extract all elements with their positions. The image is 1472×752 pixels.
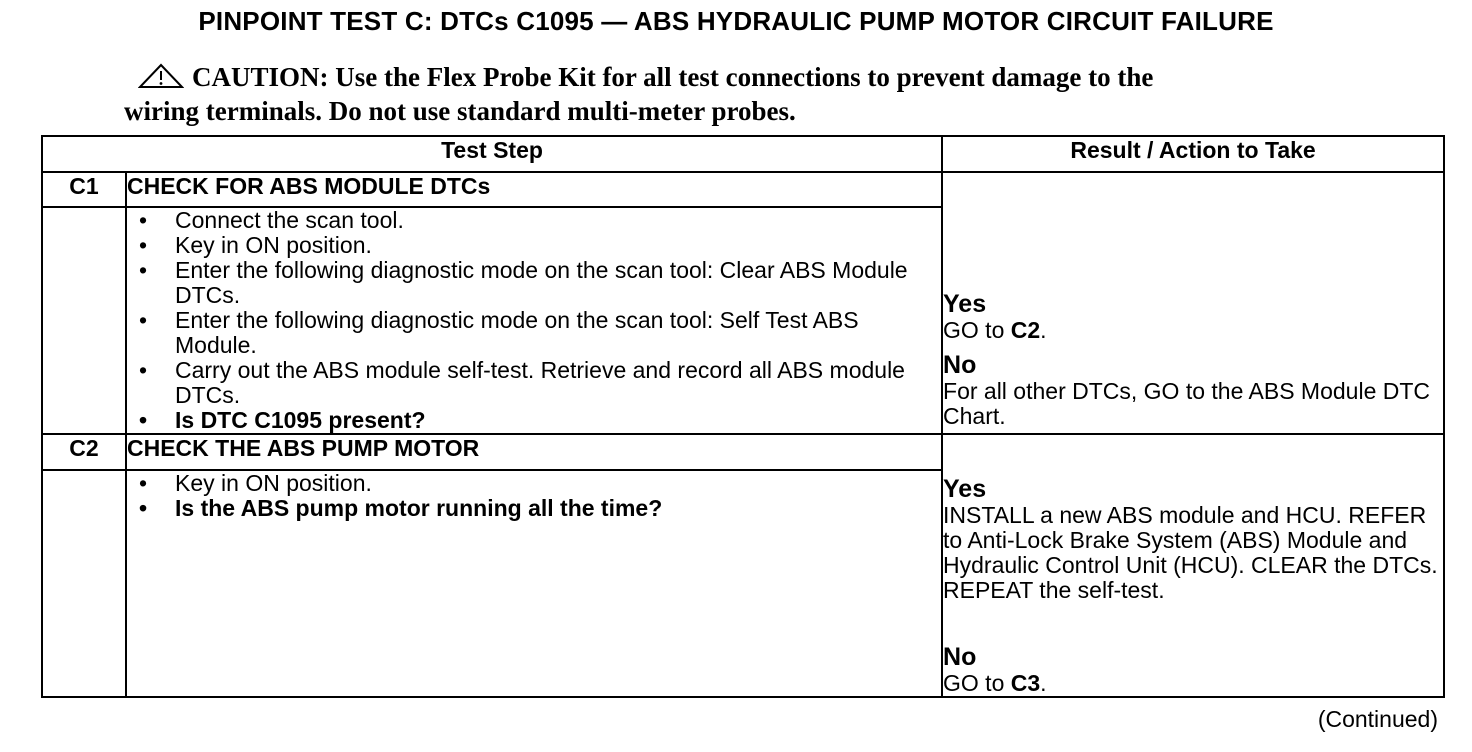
step-c2-title-row [42,434,1444,470]
step-c2-yes-label: Yes [943,475,987,503]
step-c2-number: C2 [42,434,126,470]
pinpoint-test-table [41,135,1445,698]
step-c2-no-action [943,671,1443,696]
header-result: Result / Action to Take [942,136,1444,172]
continued-label: (Continued) [1317,706,1438,732]
header-test-step: Test Step [42,136,942,172]
step-c1-no-action: For all other DTCs, GO to the ABS Module DTC Chart. [943,378,1431,429]
caution-text-1: CAUTION: Use the Flex Probe Kit for all test connections to prevent damage to the [192,62,1154,92]
step-c2-result [942,434,1444,697]
step-c1-bullet-list [127,208,941,433]
step-c2-number-blank [42,470,126,697]
list-item-question: • Is the ABS pump motor running all the time? [137,496,941,521]
step-c1-instructions [126,207,942,434]
list-item: • Key in ON position. [137,471,941,496]
step-c2-yes-action: INSTALL a new ABS module and HCU. REFER to Anti-Lock Brake System (ABS) Module and Hydraulic Control Unit (HCU). CLEAR the DTCs. REPEAT the self-test. [943,502,1438,603]
step-c1-yes-target: C2 [1010,317,1041,343]
caution-line-2: wiring terminals. Do not use standard multi-meter probes. [124,96,796,126]
step-c2-no-suffix: . [1040,670,1047,696]
step-c2-no-label: No [943,643,977,671]
step-c2-no-prefix: GO to [943,670,1011,696]
step-c1-yes-suffix: . [1040,317,1047,343]
step-c2-title: CHECK THE ABS PUMP MOTOR [126,434,942,470]
caution-notice [124,62,1364,127]
step-c2-bullet-list [127,471,941,521]
caution-line-1 [124,62,1364,96]
step-c1-no-label: No [943,351,977,379]
list-item: • Carry out the ABS module self-test. Retrieve and record all ABS module DTCs. [137,358,941,408]
step-c1-number: C1 [42,172,126,207]
list-item-question: • Is DTC C1095 present? [137,408,941,433]
page-title: PINPOINT TEST C: DTCs C1095 — ABS HYDRAULIC PUMP MOTOR CIRCUIT FAILURE [198,6,1274,36]
list-item: • Enter the following diagnostic mode on the scan tool: Self Test ABS Module. [137,308,941,358]
step-c1-title: CHECK FOR ABS MODULE DTCs [126,172,942,207]
list-item: • Enter the following diagnostic mode on the scan tool: Clear ABS Module DTCs. [137,258,941,308]
step-c1-result [942,172,1444,434]
step-c2-instructions [126,470,942,697]
step-c1-yes-prefix: GO to [943,317,1011,343]
list-item: • Connect the scan tool. [137,208,941,233]
step-c2-no-target: C3 [1010,670,1041,696]
list-item: • Key in ON position. [137,233,941,258]
step-c1-title-row [42,172,1444,207]
table-header-row [42,136,1444,172]
step-c1-yes-action [943,318,1443,343]
warning-triangle-icon [138,63,184,96]
step-c1-yes-label: Yes [943,290,987,318]
step-c1-number-blank [42,207,126,434]
